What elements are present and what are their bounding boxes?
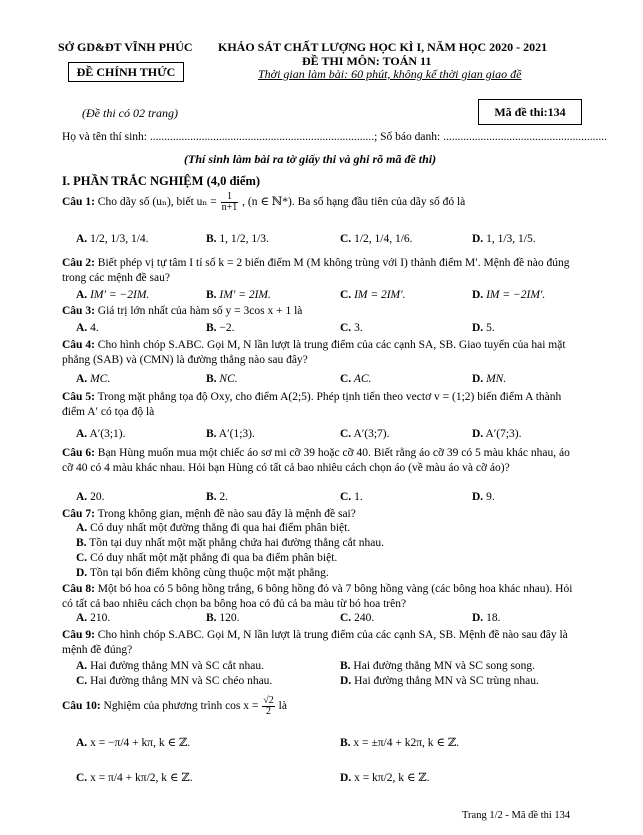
student-name-label: Họ và tên thí sinh: (62, 131, 147, 143)
question-4 (62, 338, 582, 368)
question-label: Câu 10: (62, 700, 101, 713)
option-d: D. 9. (472, 491, 495, 503)
student-name-field: .............................................................................. (149, 131, 375, 143)
question-text: Một bó hoa có 5 bông hồng trắng, 6 bông hồng đỏ và 7 bông hồng vàng (các bông hoa khác nhau). Hỏi có tất cả bao nhiêu cách chọn ba bông hoa có đủ cả ba màu từ bó hoa trên? (62, 583, 573, 610)
question-6 (62, 446, 582, 476)
exam-duration: Thời gian làm bài: 60 phút, không kể thời gian giao đề (258, 67, 522, 81)
question-text: , (n ∈ ℕ*). Ba số hạng đầu tiên của dãy số đó là (242, 196, 466, 209)
option-b: B. 2. (206, 491, 229, 503)
option-b: B. −2. (206, 322, 235, 334)
question-text: Trong không gian, mệnh đề nào sau đây là mệnh đề sai? (97, 508, 356, 520)
option-a: A. x = −π/4 + kπ, k ∈ ℤ. (76, 737, 191, 749)
question-label: Câu 2: (62, 257, 95, 269)
question-label: Câu 3: (62, 305, 95, 317)
exam-title: KHẢO SÁT CHẤT LƯỢNG HỌC KÌ I, NĂM HỌC 2020 - 2021 (218, 40, 548, 54)
option-d: D. MN. (472, 373, 507, 385)
option-b: B. Hai đường thẳng MN và SC song song. (340, 660, 536, 672)
option-c: C. x = π/4 + kπ/2, k ∈ ℤ. (76, 772, 193, 784)
question-text: Cho hình chóp S.ABC. Gọi M, N lần lượt là trung điểm của các cạnh SA, SB. Giao tuyến của hai mặt phẳng (SAB) và (CMN) là đường thẳng nào sau đây? (62, 339, 566, 366)
question-label: Câu 1: (62, 196, 95, 209)
page-footer: Trang 1/2 - Mã đề thi 134 (462, 810, 571, 821)
option-c: C. 240. (340, 612, 375, 624)
option-c: C. A′(3;7). (340, 428, 390, 440)
option-d: D. A′(7;3). (472, 428, 522, 440)
question-text: Cho dãy số (uₙ), biết uₙ = (97, 196, 217, 209)
option-b: B. NC. (206, 373, 238, 385)
question-text: là (278, 700, 287, 713)
option-b: B. Tồn tại duy nhất một mặt phẳng chứa hai đường thẳng cắt nhau. (76, 537, 385, 549)
exam-code-box: Mã đề thi:134 (478, 99, 582, 125)
option-d: D. Tồn tại bốn điểm không cùng thuộc một mặt phẳng. (76, 567, 329, 579)
option-a: A. MC. (76, 373, 111, 385)
question-5 (62, 390, 582, 420)
option-c: C. 3. (340, 322, 363, 334)
question-8 (62, 582, 582, 612)
option-d: D. Hai đường thẳng MN và SC trùng nhau. (340, 675, 539, 687)
question-text: Giá trị lớn nhất của hàm số y = 3cos x + 1 là (97, 305, 303, 317)
option-b: B. A′(1;3). (206, 428, 255, 440)
option-b: B. IM′ = 2IM. (206, 289, 271, 301)
option-c: C. AC. (340, 373, 372, 385)
student-id-label: ; Số báo danh: (374, 131, 441, 143)
option-d: D. IM = −2IM′. (472, 289, 546, 301)
question-text: Trong mặt phẳng tọa độ Oxy, cho điểm A(2;5). Phép tịnh tiến theo vectơ v = (1;2) biến điểm A thành điểm A′ có tọa độ là (62, 391, 562, 418)
option-c: C. IM = 2IM′. (340, 289, 406, 301)
question-text: Bạn Hùng muốn mua một chiếc áo sơ mi cỡ 39 hoặc cỡ 40. Biết rằng áo cỡ 39 có 5 màu khác nhau, áo cỡ 40 có 4 màu khác nhau. Hỏi bạn Hùng có tất cả bao nhiêu cách chọn áo (về màu áo và cỡ áo)? (62, 447, 570, 474)
question-3 (62, 304, 582, 319)
option-a: A. IM′ = −2IM. (76, 289, 150, 301)
option-a: A. 4. (76, 322, 99, 334)
option-a: A. 20. (76, 491, 105, 503)
instruction-text: (Thí sinh làm bài ra tờ giấy thi và ghi rõ mã đề thi) (184, 152, 437, 166)
option-a: A. 210. (76, 612, 111, 624)
question-2 (62, 256, 582, 286)
question-7 (62, 507, 582, 522)
option-d: D. 5. (472, 322, 495, 334)
option-c: C. Có duy nhất một mặt phẳng đi qua ba điểm phân biệt. (76, 552, 338, 564)
official-stamp: ĐỀ CHÍNH THỨC (68, 62, 184, 82)
option-b: B. x = ±π/4 + k2π, k ∈ ℤ. (340, 737, 460, 749)
exam-subject: ĐỀ THI MÔN: TOÁN 11 (302, 54, 432, 68)
option-b: B. 120. (206, 612, 240, 624)
question-text: Cho hình chóp S.ABC. Gọi M, N lần lượt là trung điểm của các cạnh SA, SB. Mệnh đề nào sau đây là mệnh đề đúng? (62, 629, 568, 656)
fraction: $\frac{√2}{2}$ (263, 695, 274, 717)
student-info-line (62, 131, 607, 143)
question-10 (62, 696, 582, 717)
option-c: C. 1/2, 1/4, 1/6. (340, 233, 413, 245)
option-a: A. 1/2, 1/3, 1/4. (76, 233, 149, 245)
option-d: D. 1, 1/3, 1/5. (472, 233, 536, 245)
question-label: Câu 9: (62, 629, 95, 641)
option-a: A. A′(3;1). (76, 428, 126, 440)
question-label: Câu 6: (62, 447, 95, 459)
question-label: Câu 5: (62, 391, 95, 403)
option-a: A. Hai đường thẳng MN và SC cắt nhau. (76, 660, 264, 672)
option-a: A. Có duy nhất một đường thẳng đi qua hai điểm phân biệt. (76, 522, 351, 534)
section-title: I. PHẦN TRẮC NGHIỆM (4,0 điểm) (62, 174, 261, 188)
question-text: Biết phép vị tự tâm I tỉ số k = 2 biến điểm M (M không trùng với I) thành điểm M′. Mệnh đề nào đúng trong các mệnh đề sau? (62, 257, 570, 284)
question-label: Câu 4: (62, 339, 95, 351)
question-9 (62, 628, 582, 658)
student-id-field: ......................................................... (443, 131, 607, 143)
pages-note: (Đề thi có 02 trang) (82, 106, 178, 120)
option-d: D. x = kπ/2, k ∈ ℤ. (340, 772, 430, 784)
question-label: Câu 8: (62, 583, 95, 595)
question-text: Nghiệm của phương trình cos x = (103, 700, 259, 713)
department-name: SỞ GD&ĐT VĨNH PHÚC (58, 40, 193, 54)
question-label: Câu 7: (62, 508, 95, 520)
option-b: B. 1, 1/2, 1/3. (206, 233, 269, 245)
fraction: $\frac{1}{n+1}$ (221, 191, 238, 213)
option-c: C. 1. (340, 491, 363, 503)
option-c: C. Hai đường thẳng MN và SC chéo nhau. (76, 675, 273, 687)
option-d: D. 18. (472, 612, 501, 624)
question-1 (62, 192, 582, 213)
